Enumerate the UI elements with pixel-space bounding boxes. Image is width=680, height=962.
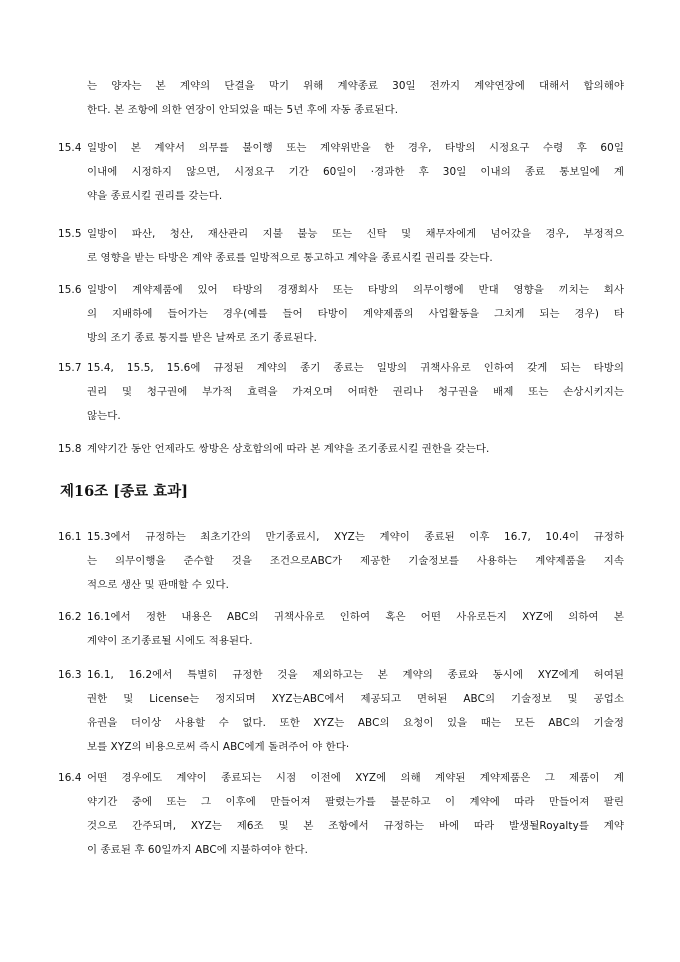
clause-line: 것으로 간주되며, XYZ는 제6조 및 본 조항에서 규정하는 바에 따라 발생될Royalty를 계약	[87, 820, 624, 832]
clause-16-2	[58, 605, 624, 653]
clause-line: 유권을 더이상 사용할 수 없다. 또한 XYZ는 ABC의 요청이 있을 때는 모든 ABC의 기술정	[87, 717, 624, 729]
clause-number: 16.3	[58, 669, 82, 681]
clause-number: 15.4	[58, 142, 82, 154]
clause-line: 보를 XYZ의 비용으로써 즉시 ABC에게 돌려주어 야 한다·	[87, 741, 350, 753]
clause-line: 일방이 파산, 청산, 재산관리 지불 불능 또는 신탁 및 채무자에게 넘어갔을 경우, 부정적으	[87, 228, 624, 240]
clause-line: 16.1, 16.2에서 특별히 규정한 것을 제외하고는 본 계약의 종료와 동시에 XYZ에게 허여된	[87, 669, 624, 681]
clause-line: 15.4, 15.5, 15.6에 규정된 계약의 종기 종료는 일방의 귀책사유로 인하여 갖게 되는 타방의	[87, 362, 624, 374]
clause-line: 로 영향을 받는 타방은 계약 종료를 일방적으로 통고하고 계약을 종료시킬 권리를 갖는다.	[87, 252, 493, 264]
clause-line: 약을 종료시킬 권리를 갖는다.	[87, 190, 223, 202]
clause-15-7	[58, 356, 624, 428]
clause-line: 16.1에서 정한 내용은 ABC의 귀책사유로 인하여 혹은 어떤 사유로든지 XYZ에 의하여 본	[87, 611, 624, 623]
clause-line: 는 양자는 본 계약의 단결을 막기 위해 계약종료 30일 전까지 계약연장에 대해서 합의해야	[87, 80, 624, 92]
clause-line: 일방이 본 계약서 의무를 불이행 또는 계약위반을 한 경우, 타방의 시정요구 수령 후 60일	[87, 142, 624, 154]
clause-line: 적으로 생산 및 판매할 수 있다.	[87, 579, 230, 591]
article-16-heading: 제16조 [종료 효과]	[60, 483, 189, 500]
clause-15-3-continuation	[58, 74, 624, 122]
clause-15-5	[58, 222, 624, 270]
clause-line: 의 지배하에 들어가는 경우(예를 들어 타방이 계약제품의 사업활동을 그치게 되는 경우) 타	[87, 308, 624, 320]
clause-line: 약기간 중에 또는 그 이후에 만들어져 팔렸는가를 불문하고 이 계약에 따라 만들어져 팔린	[87, 796, 624, 808]
clause-16-1	[58, 525, 624, 597]
clause-line: 는 의무이행을 준수할 것을 조건으로ABC가 제공한 기술정보를 사용하는 계약제품을 지속	[87, 555, 624, 567]
clause-15-6	[58, 278, 624, 350]
clause-number: 16.4	[58, 772, 82, 784]
clause-number: 15.8	[58, 443, 82, 455]
clause-number: 15.6	[58, 284, 82, 296]
clause-number: 15.5	[58, 228, 82, 240]
clause-line: 한다. 본 조항에 의한 연장이 안되었을 때는 5년 후에 자동 종료된다.	[87, 104, 399, 116]
clause-line: 권리 및 청구권에 부가적 효력을 가져오며 어떠한 권리나 청구권을 배제 또는 손상시키지는	[87, 386, 624, 398]
clause-16-4	[58, 766, 624, 862]
clause-line: 않는다.	[87, 410, 121, 422]
clause-line: 방의 조기 종료 통지를 받은 날짜로 조기 종료된다.	[87, 332, 317, 344]
clause-line: 15.3에서 규정하는 최초기간의 만기종료시, XYZ는 계약이 종료된 이후 16.7, 10.4이 규정하	[87, 531, 624, 543]
clause-line: 이 종료된 후 60일까지 ABC에 지불하여야 한다.	[87, 844, 309, 856]
clause-15-8	[58, 437, 624, 461]
clause-number: 16.2	[58, 611, 82, 623]
clause-line: 어떤 경우에도 계약이 종료되는 시점 이전에 XYZ에 의해 계약된 계약제품은 그 제품이 계	[87, 772, 624, 784]
clause-15-4	[58, 136, 624, 208]
clause-number: 15.7	[58, 362, 82, 374]
clause-line: 이내에 시정하지 않으면, 시정요구 기간 60일이 ·경과한 후 30일 이내의 종료 통보일에 계	[87, 166, 624, 178]
clause-line: 일방이 계약제품에 있어 타방의 경쟁회사 또는 타방의 의무이행에 반대 영향을 끼치는 회사	[87, 284, 624, 296]
clause-line: 계약이 조기종료될 시에도 적용된다.	[87, 635, 253, 647]
clause-line: 계약기간 동안 언제라도 쌍방은 상호합의에 따라 본 계약을 조기종료시킬 권한을 갖는다.	[87, 443, 490, 455]
clause-line: 권한 및 License는 정지되며 XYZ는ABC에서 제공되고 면허된 ABC의 기술정보 및 공업소	[87, 693, 624, 705]
clause-16-3	[58, 663, 624, 759]
clause-number: 16.1	[58, 531, 82, 543]
